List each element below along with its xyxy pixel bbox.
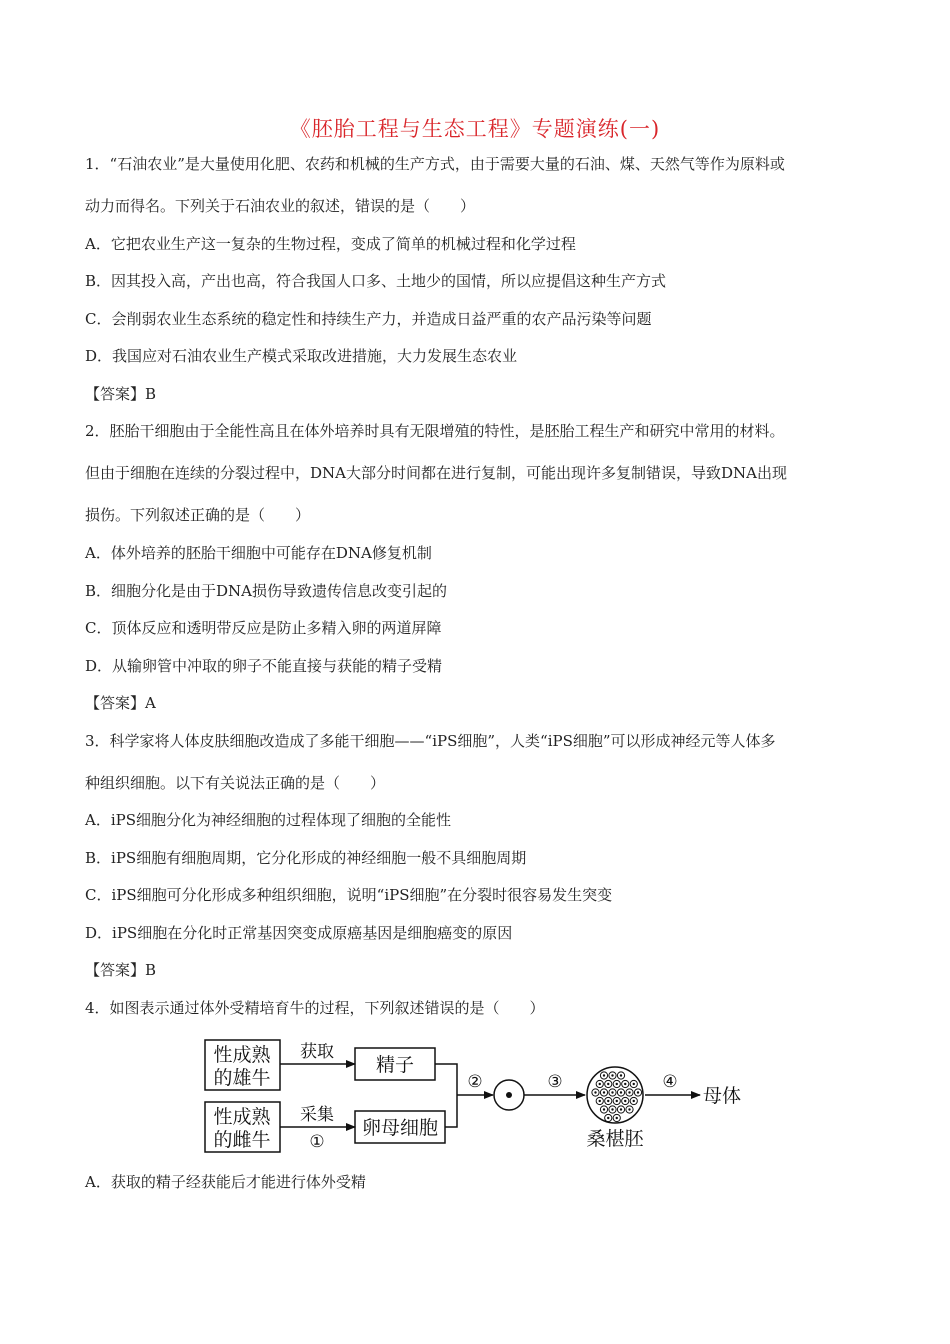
question-stem-line: 动力而得名。下列关于石油农业的叙述，错误的是（ ） <box>85 197 476 215</box>
morula-cell-nucleus <box>628 1091 630 1093</box>
question-stem-line: 2．胚胎干细胞由于全能性高且在体外培养时具有无限增殖的特性，是胚胎工程生产和研究中常用的材料。 <box>85 422 785 440</box>
option-b: B．因其投入高，产出也高，符合我国人口多、土地少的国情，所以应提倡这种生产方式 <box>85 272 667 290</box>
morula-cell-nucleus <box>620 1074 622 1076</box>
oocyte-label: 卵母细胞 <box>361 1117 439 1139</box>
answer-label: 【答案】B <box>85 385 157 403</box>
option-a: A．体外培养的胚胎干细胞中可能存在DNA修复机制 <box>85 544 432 562</box>
morula-cell-nucleus <box>603 1074 605 1076</box>
zygote-nucleus <box>506 1092 512 1098</box>
morula-cell-nucleus <box>607 1117 609 1119</box>
morula-cell-nucleus <box>620 1108 622 1110</box>
ivf-process-diagram <box>195 1030 755 1155</box>
question-stem-line: 但由于细胞在连续的分裂过程中，DNA大部分时间都在进行复制，可能出现许多复制错误，导致DNA出现 <box>85 464 787 482</box>
female-cattle-label: 的雌牛 <box>213 1129 271 1151</box>
morula-cell-nucleus <box>599 1083 601 1085</box>
option-a: A．它把农业生产这一复杂的生物过程，变成了简单的机械过程和化学过程 <box>85 235 576 253</box>
question-stem-line: 损伤。下列叙述正确的是（ ） <box>85 506 311 524</box>
morula-icon <box>587 1067 643 1123</box>
answer-label: 【答案】A <box>85 694 156 712</box>
answer-label: 【答案】B <box>85 961 157 979</box>
morula-cell-nucleus <box>620 1091 622 1093</box>
male-cattle-label: 的雄牛 <box>213 1067 271 1089</box>
step-2-label: ② <box>467 1072 483 1092</box>
step-3-label: ③ <box>547 1072 563 1092</box>
morula-cell-nucleus <box>624 1083 626 1085</box>
page-title: 《胚胎工程与生态工程》专题演练(一) <box>289 117 661 141</box>
morula-cell-nucleus <box>633 1100 635 1102</box>
option-d: D．从输卵管中冲取的卵子不能直接与获能的精子受精 <box>85 657 443 675</box>
option-c: C．iPS细胞可分化形成多种组织细胞，说明“iPS细胞”在分裂时很容易发生突变 <box>85 886 613 904</box>
option-a: A．获取的精子经获能后才能进行体外受精 <box>85 1173 366 1191</box>
question-stem-line: 4．如图表示通过体外受精培育牛的过程，下列叙述错误的是（ ） <box>85 999 545 1017</box>
morula-cell-nucleus <box>607 1083 609 1085</box>
morula-cell-nucleus <box>633 1083 635 1085</box>
morula-cell-nucleus <box>599 1100 601 1102</box>
option-c: C．顶体反应和透明带反应是防止多精入卵的两道屏障 <box>85 619 442 637</box>
morula-cell-nucleus <box>603 1091 605 1093</box>
mother-label: 母体 <box>703 1085 742 1107</box>
morula-cell-nucleus <box>603 1108 605 1110</box>
option-b: B．细胞分化是由于DNA损伤导致遗传信息改变引起的 <box>85 582 448 600</box>
option-c: C．会削弱农业生态系统的稳定性和持续生产力，并造成日益严重的农产品污染等问题 <box>85 310 652 328</box>
merge-bracket <box>435 1064 457 1127</box>
female-cattle-label: 性成熟 <box>213 1106 271 1128</box>
morula-cell-nucleus <box>628 1108 630 1110</box>
question-stem-line: 1．“石油农业”是大量使用化肥、农药和机械的生产方式，由于需要大量的石油、煤、天然气等作为原料或 <box>85 155 785 173</box>
morula-cell-nucleus <box>611 1074 613 1076</box>
step-4-label: ④ <box>662 1072 678 1092</box>
option-d: D．我国应对石油农业生产模式采取改进措施，大力发展生态农业 <box>85 347 518 365</box>
morula-cell-nucleus <box>616 1083 618 1085</box>
morula-cell-nucleus <box>611 1091 613 1093</box>
step-1-label: ① <box>309 1132 325 1152</box>
morula-cell-nucleus <box>616 1117 618 1119</box>
morula-cell-nucleus <box>616 1100 618 1102</box>
collect-label: 采集 <box>300 1105 334 1125</box>
morula-cell-nucleus <box>594 1091 596 1093</box>
option-b: B．iPS细胞有细胞周期，它分化形成的神经细胞一般不具细胞周期 <box>85 849 527 867</box>
sperm-label: 精子 <box>375 1054 415 1076</box>
option-a: A．iPS细胞分化为神经细胞的过程体现了细胞的全能性 <box>85 811 452 829</box>
morula-cell-nucleus <box>637 1091 639 1093</box>
morula-label: 桑椹胚 <box>586 1128 644 1150</box>
morula-cell-nucleus <box>607 1100 609 1102</box>
morula-cell-nucleus <box>611 1108 613 1110</box>
question-stem-line: 种组织细胞。以下有关说法正确的是（ ） <box>85 774 386 792</box>
obtain-label: 获取 <box>300 1042 334 1062</box>
morula-cell-nucleus <box>624 1100 626 1102</box>
question-stem-line: 3．科学家将人体皮肤细胞改造成了多能干细胞——“iPS细胞”，人类“iPS细胞”可以形成神经元等人体多 <box>85 732 776 750</box>
male-cattle-label: 性成熟 <box>213 1044 271 1066</box>
option-d: D．iPS细胞在分化时正常基因突变成原癌基因是细胞癌变的原因 <box>85 924 513 942</box>
